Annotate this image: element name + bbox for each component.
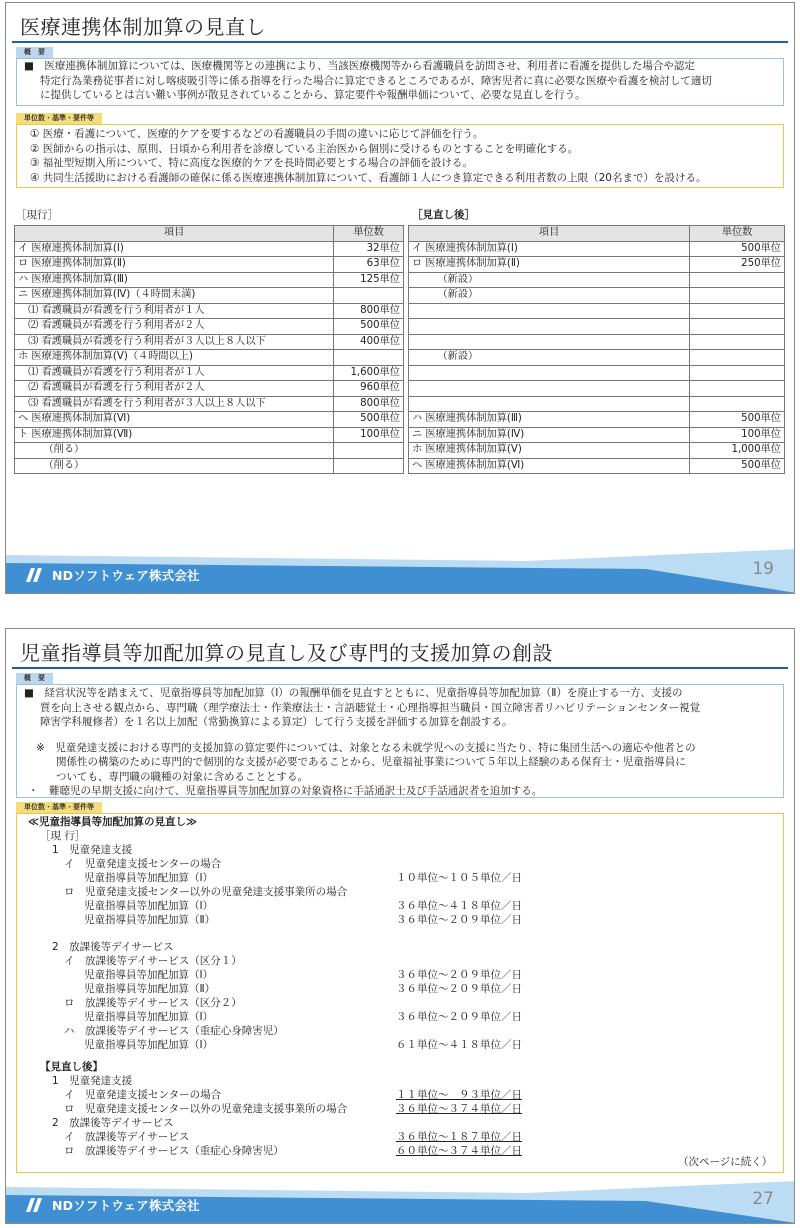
table-row xyxy=(409,458,785,474)
item-cell: （削る） xyxy=(15,443,334,459)
table-row xyxy=(15,241,404,257)
rule-item: 2 放課後等デイサービス xyxy=(52,1116,174,1129)
col-header-units: 単位数 xyxy=(334,226,404,242)
rule-item: 児童指導員等加配加算（Ⅰ） xyxy=(84,1038,214,1051)
rule-units: ３６単位～２０９単位／日 xyxy=(396,969,522,982)
item-cell: ホ 医療連携体制加算(Ⅴ) xyxy=(409,443,690,459)
rule-item: 児童指導員等加配加算（Ⅰ） xyxy=(84,1010,214,1023)
rule-units: ３６単位～４１８単位／日 xyxy=(396,899,522,912)
item-cell xyxy=(409,381,690,397)
units-cell xyxy=(334,443,404,459)
units-cell xyxy=(690,288,785,304)
rule-item: 児童指導員等加配加算（Ⅱ） xyxy=(84,913,216,926)
item-cell: ⑵ 看護職員が看護を行う利用者が２人 xyxy=(15,381,334,397)
requirement-item: ① 医療・看護について、医療的ケアを要するなどの看護職員の手間の違いに応じて評価を行う。 xyxy=(30,128,484,140)
rule-item: ハ 放課後等デイサービス（重症心身障害児） xyxy=(64,1024,284,1037)
table-row xyxy=(409,396,785,412)
units-cell: 500単位 xyxy=(690,241,785,257)
overview-tag: 概 要 xyxy=(16,47,53,58)
revised-label: 【見直し後】 xyxy=(40,1061,103,1073)
item-cell: ヘ 医療連携体制加算(Ⅵ) xyxy=(409,458,690,474)
rule-units: ３６単位～２０９単位／日 xyxy=(396,983,522,995)
table-row xyxy=(15,350,404,366)
units-cell xyxy=(690,272,785,288)
col-header-units: 単位数 xyxy=(690,226,785,242)
item-cell: （削る） xyxy=(15,458,334,474)
item-cell: （新設） xyxy=(409,350,690,366)
units-cell xyxy=(690,334,785,350)
item-cell: イ 医療連携体制加算(Ⅰ) xyxy=(15,241,334,257)
item-cell: ハ 医療連携体制加算(Ⅲ) xyxy=(15,272,334,288)
item-cell: ヘ 医療連携体制加算(Ⅵ) xyxy=(15,412,334,428)
rule-item: ロ 児童発達支援センター以外の児童発達支援事業所の場合 xyxy=(64,885,348,898)
table-row xyxy=(409,303,785,319)
footer-logo xyxy=(26,1196,200,1214)
item-cell: ニ 医療連携体制加算(Ⅳ) xyxy=(409,427,690,443)
units-cell: 500単位 xyxy=(334,412,404,428)
rule-units: ３６単位～２０９単位／日 xyxy=(396,913,522,926)
rule-item: 児童指導員等加配加算（Ⅱ） xyxy=(84,983,216,995)
overview-line: に提供しているとは言い難い事例が散見されていることから、算定要件や報酬単価について、必要な見直しを行う。 xyxy=(40,89,586,101)
rule-units: ３６単位～１８７単位／日 xyxy=(396,1130,522,1143)
rule-item: 2 放課後等デイサービス xyxy=(52,941,174,954)
item-cell: ⑵ 看護職員が看護を行う利用者が２人 xyxy=(15,319,334,335)
table-row xyxy=(409,412,785,428)
overview-text xyxy=(24,59,784,103)
current-label: ［現 行］ xyxy=(40,830,86,842)
requirements-list xyxy=(30,127,785,185)
continued-note: （次ページに続く） xyxy=(678,1156,773,1168)
table-row xyxy=(15,412,404,428)
table-row xyxy=(409,257,785,273)
units-cell: 125単位 xyxy=(334,272,404,288)
units-cell xyxy=(690,319,785,335)
table-row xyxy=(409,288,785,304)
table-row xyxy=(409,427,785,443)
table-row xyxy=(409,334,785,350)
units-cell xyxy=(690,396,785,412)
overview-line: ・ 難聴児の早期支援に向けて、児童指導員等加配加算の対象資格に手話通訳士及び手話通訳者を追加する。 xyxy=(28,785,543,797)
table-row xyxy=(15,257,404,273)
col-header-item: 項目 xyxy=(409,226,690,242)
table-row xyxy=(15,381,404,397)
current-table xyxy=(14,225,404,474)
units-cell xyxy=(690,350,785,366)
item-cell xyxy=(409,365,690,381)
table-row xyxy=(409,241,785,257)
table-row xyxy=(15,443,404,459)
table-row xyxy=(409,272,785,288)
units-cell: 800単位 xyxy=(334,303,404,319)
footer-logo xyxy=(26,566,200,584)
units-cell xyxy=(334,458,404,474)
rule-item: 児童指導員等加配加算（Ⅰ） xyxy=(84,969,214,982)
table-row xyxy=(15,427,404,443)
overview-line: 関係性の構築のために専門的で個別的な支援が必要であることから、児童福祉事業について５年以上経験のある保育士・児童指導員に xyxy=(56,756,686,768)
overview-line: ■ 経営状況等を踏まえて、児童指導員等加配加算（Ⅰ）の報酬単価を見直すとともに、児童指導員等加配加算（Ⅱ）を廃止する一方、支援の xyxy=(24,687,683,699)
item-cell: ハ 医療連携体制加算(Ⅲ) xyxy=(409,412,690,428)
item-cell: ロ 医療連携体制加算(Ⅱ) xyxy=(409,257,690,273)
page-number: 27 xyxy=(752,1189,774,1209)
units-cell: 1,600単位 xyxy=(334,365,404,381)
item-cell: ⑶ 看護職員が看護を行う利用者が３人以上８人以下 xyxy=(15,334,334,350)
page-number: 19 xyxy=(752,559,774,579)
overview-line: 特定行為業務従事者に対し喀痰吸引等に係る指導を行った場合に算定できるところであるが、障害児者に真に必要な医療や看護を検討して適切 xyxy=(40,74,712,87)
item-cell xyxy=(409,334,690,350)
item-cell xyxy=(409,303,690,319)
slide-child-instructor xyxy=(5,628,795,1224)
overview-tag: 概 要 xyxy=(16,673,53,684)
rule-item: 1 児童発達支援 xyxy=(52,1075,133,1087)
rule-item: ロ 児童発達支援センター以外の児童発達支援事業所の場合 xyxy=(64,1102,348,1115)
item-cell xyxy=(409,319,690,335)
units-cell: 250単位 xyxy=(690,257,785,273)
units-cell xyxy=(690,365,785,381)
item-cell: イ 医療連携体制加算(Ⅰ) xyxy=(409,241,690,257)
current-caption: ［現行］ xyxy=(16,209,58,221)
item-cell: ホ 医療連携体制加算(Ⅴ)（４時間以上) xyxy=(15,350,334,366)
table-row xyxy=(15,334,404,350)
table-row xyxy=(15,396,404,412)
overview-line: 質を向上させる観点から、専門職（理学療法士・作業療法士・言語聴覚士・心理指導担当職員・国立障害者リハビリテーションセンター視覚 xyxy=(40,701,701,714)
table-row xyxy=(409,319,785,335)
requirement-item: ④ 共同生活援助における看護師の確保に係る医療連携体制加算について、看護師１人につき算定できる利用者数の上限（20名まで）を設ける。 xyxy=(30,171,707,184)
units-cell: 800単位 xyxy=(334,396,404,412)
title-rule xyxy=(12,667,788,669)
item-cell xyxy=(409,396,690,412)
table-row xyxy=(409,350,785,366)
rule-item: 児童指導員等加配加算（Ⅰ） xyxy=(84,899,214,912)
rule-units: ６０単位～３７４単位／日 xyxy=(396,1144,522,1157)
col-header-item: 項目 xyxy=(15,226,334,242)
units-cell: 32単位 xyxy=(334,241,404,257)
table-row xyxy=(15,319,404,335)
rule-item: イ 児童発達支援センターの場合 xyxy=(64,857,222,870)
requirements-tag: 単位数・基準・要件等 xyxy=(16,802,102,813)
item-cell: ⑴ 看護職員が看護を行う利用者が１人 xyxy=(15,303,334,319)
item-cell: ⑴ 看護職員が看護を行う利用者が１人 xyxy=(15,365,334,381)
item-cell: （新設） xyxy=(409,272,690,288)
rule-item: イ 放課後等デイサービス xyxy=(64,1130,190,1143)
item-cell: ⑶ 看護職員が看護を行う利用者が３人以上８人以下 xyxy=(15,396,334,412)
rule-units: ３６単位～２０９単位／日 xyxy=(396,1010,522,1023)
revised-caption: ［見直し後］ xyxy=(412,209,475,221)
rule-units: １１単位～ ９３単位／日 xyxy=(396,1088,522,1101)
units-cell xyxy=(690,303,785,319)
table-row xyxy=(409,381,785,397)
overview-line: 障害学科履修者）を１名以上加配（常勤換算による算定）して行う支援を評価する加算を創設する。 xyxy=(40,716,513,728)
nd-logo-icon xyxy=(26,1198,46,1212)
rule-item: イ 放課後等デイサービス（区分１） xyxy=(64,955,242,968)
units-cell: 100単位 xyxy=(690,427,785,443)
table-row xyxy=(15,458,404,474)
units-cell: 500単位 xyxy=(334,319,404,335)
title-rule xyxy=(12,41,788,43)
table-row xyxy=(15,272,404,288)
section-title: ≪児童指導員等加配加算の見直し≫ xyxy=(28,816,197,828)
table-row xyxy=(15,303,404,319)
requirement-item: ③ 福祉型短期入所について、特に高度な医療的ケアを長時間必要とする場合の評価を設ける。 xyxy=(30,157,473,169)
rule-units: １０単位～１０５単位／日 xyxy=(396,871,522,884)
overview-spacer xyxy=(24,730,789,741)
table-row xyxy=(15,365,404,381)
units-cell xyxy=(334,350,404,366)
table-row xyxy=(409,365,785,381)
revised-table xyxy=(408,225,785,474)
overview-text xyxy=(24,686,789,799)
rule-item: ロ 放課後等デイサービス（重症心身障害児） xyxy=(64,1144,284,1157)
units-cell: 400単位 xyxy=(334,334,404,350)
rule-item: 1 児童発達支援 xyxy=(52,844,133,856)
page-title: 医療連携体制加算の見直し xyxy=(20,15,266,39)
units-cell xyxy=(690,381,785,397)
item-cell: ロ 医療連携体制加算(Ⅱ) xyxy=(15,257,334,273)
company-name: NDソフトウェア株式会社 xyxy=(52,1198,200,1213)
rule-item: イ 児童発達支援センターの場合 xyxy=(64,1088,222,1101)
table-row xyxy=(409,443,785,459)
units-cell xyxy=(334,288,404,304)
overview-line: ついても、専門職の職種の対象に含めることとする。 xyxy=(56,770,308,783)
rule-item: 児童指導員等加配加算（Ⅰ） xyxy=(84,871,214,884)
page-title: 児童指導員等加配加算の見直し及び専門的支援加算の創設 xyxy=(20,641,553,665)
rule-units: ３６単位～３７４単位／日 xyxy=(396,1102,522,1115)
company-name: NDソフトウェア株式会社 xyxy=(52,568,200,583)
units-cell: 960単位 xyxy=(334,381,404,397)
table-row xyxy=(15,288,404,304)
units-cell: 63単位 xyxy=(334,257,404,273)
overview-line: ※ 児童発達支援における専門的支援加算の算定要件については、対象となる未就学児への支援に当たり、特に集団生活への適応や他者との xyxy=(36,741,696,754)
rule-item: ロ 放課後等デイサービス（区分２） xyxy=(64,996,242,1009)
units-cell: 500単位 xyxy=(690,412,785,428)
units-cell: 500単位 xyxy=(690,458,785,474)
item-cell: ニ 医療連携体制加算(Ⅳ)（４時間未満) xyxy=(15,288,334,304)
requirement-item: ② 医師からの指示は、原則、日頃から利用者を診療している主治医から個別に受けるものとすることを明確化する。 xyxy=(30,142,579,155)
item-cell: ト 医療連携体制加算(Ⅶ) xyxy=(15,427,334,443)
requirements-tag: 単位数・基準・要件等 xyxy=(16,113,102,124)
nd-logo-icon xyxy=(26,568,46,582)
item-cell: （新設） xyxy=(409,288,690,304)
units-cell: 100単位 xyxy=(334,427,404,443)
slide-medical-cooperation xyxy=(5,2,795,594)
overview-line: ■ 医療連携体制加算については、医療機関等との連携により、当該医療機関等から看護職員を訪問させ、利用者に看護を提供した場合や認定 xyxy=(24,60,695,72)
rule-units: ６１単位～４１８単位／日 xyxy=(396,1038,522,1051)
units-cell: 1,000単位 xyxy=(690,443,785,459)
